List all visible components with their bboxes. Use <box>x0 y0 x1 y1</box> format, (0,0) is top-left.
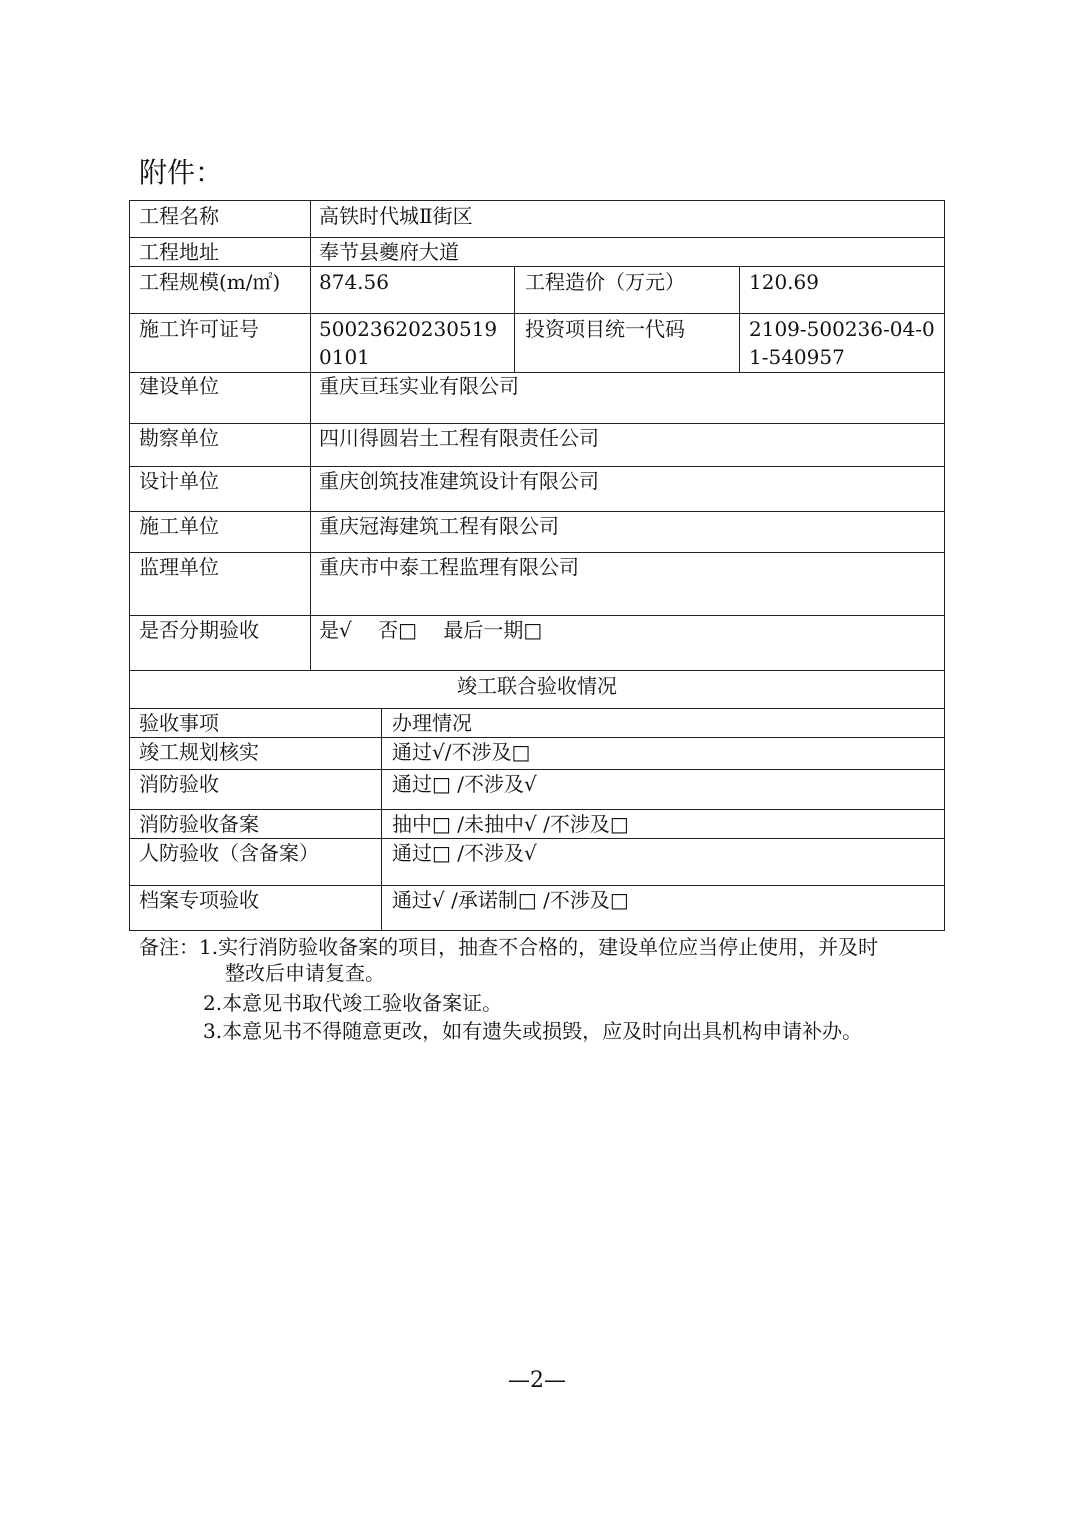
attachment-heading: 附件： <box>139 156 224 189</box>
table-rule <box>129 200 130 931</box>
acceptance-row-status: 通过□ /不涉及√ <box>392 841 537 865</box>
acceptance-row-item: 竣工规划核实 <box>139 740 259 764</box>
page-number: —2— <box>508 1368 566 1393</box>
acceptance-row-item: 人防验收（含备案） <box>139 841 319 865</box>
note-item: 整改后申请复查。 <box>225 961 385 985</box>
acceptance-row-status: 抽中□ /未抽中√ /不涉及□ <box>392 812 629 836</box>
table-rule <box>129 372 945 373</box>
table-rule <box>129 237 945 238</box>
project-info-table <box>129 200 945 931</box>
table-rule <box>129 930 945 931</box>
permit-value: 500236202305190101 <box>319 317 498 369</box>
acceptance-row-item: 消防验收备案 <box>139 812 259 836</box>
survey-label: 勘察单位 <box>139 426 219 450</box>
note-item: 2.本意见书取代竣工验收备案证。 <box>203 991 503 1015</box>
table-rule <box>310 200 311 670</box>
project-name-label: 工程名称 <box>139 204 219 228</box>
note-item: 3.本意见书不得随意更改，如有遗失或损毁，应及时向出具机构申请补办。 <box>203 1019 863 1043</box>
address-label: 工程地址 <box>139 240 219 264</box>
table-rule <box>129 200 945 201</box>
permit-label: 施工许可证号 <box>139 317 259 341</box>
supervision-value: 重庆市中泰工程监理有限公司 <box>319 555 579 579</box>
note-item: 1.实行消防验收备案的项目，抽查不合格的，建设单位应当停止使用，并及时 <box>199 935 879 959</box>
phased-value: 是√ 否□ 最后一期□ <box>319 618 543 642</box>
construction-value: 重庆冠海建筑工程有限公司 <box>319 514 559 538</box>
table-rule <box>381 708 382 930</box>
project-name-value: 高铁时代城Ⅱ街区 <box>319 204 473 228</box>
table-rule <box>129 266 945 267</box>
construction-label: 施工单位 <box>139 514 219 538</box>
acceptance-section-title: 竣工联合验收情况 <box>457 674 617 698</box>
table-rule <box>739 266 740 372</box>
supervision-label: 监理单位 <box>139 555 219 579</box>
acceptance-row-status: 通过□ /不涉及√ <box>392 772 537 796</box>
address-value: 奉节县夔府大道 <box>319 240 459 264</box>
survey-value: 四川得圆岩土工程有限责任公司 <box>319 426 599 450</box>
invest-code-value: 2109-500236-04-01-540957 <box>749 317 935 369</box>
acceptance-row-status: 通过√/不涉及□ <box>392 740 531 764</box>
acceptance-header-item: 验收事项 <box>139 711 219 735</box>
scale-value: 874.56 <box>319 270 389 294</box>
builder-value: 重庆亘珏实业有限公司 <box>319 374 519 398</box>
acceptance-header-status: 办理情况 <box>392 711 472 735</box>
table-rule <box>129 670 945 671</box>
acceptance-row-item: 消防验收 <box>139 772 219 796</box>
phased-label: 是否分期验收 <box>139 618 259 642</box>
acceptance-row-item: 档案专项验收 <box>139 888 259 912</box>
table-rule <box>944 200 945 931</box>
design-value: 重庆创筑技准建筑设计有限公司 <box>319 469 599 493</box>
scale-label: 工程规模(m/㎡) <box>139 270 281 294</box>
notes-prefix: 备注： <box>139 935 199 959</box>
cost-value: 120.69 <box>749 270 819 294</box>
design-label: 设计单位 <box>139 469 219 493</box>
acceptance-row-status: 通过√ /承诺制□ /不涉及□ <box>392 888 629 912</box>
invest-code-label: 投资项目统一代码 <box>525 317 685 341</box>
table-rule <box>514 266 515 372</box>
table-rule <box>129 769 945 770</box>
cost-label: 工程造价（万元） <box>525 270 685 294</box>
builder-label: 建设单位 <box>139 374 219 398</box>
table-rule <box>129 708 945 709</box>
table-rule <box>129 313 945 314</box>
